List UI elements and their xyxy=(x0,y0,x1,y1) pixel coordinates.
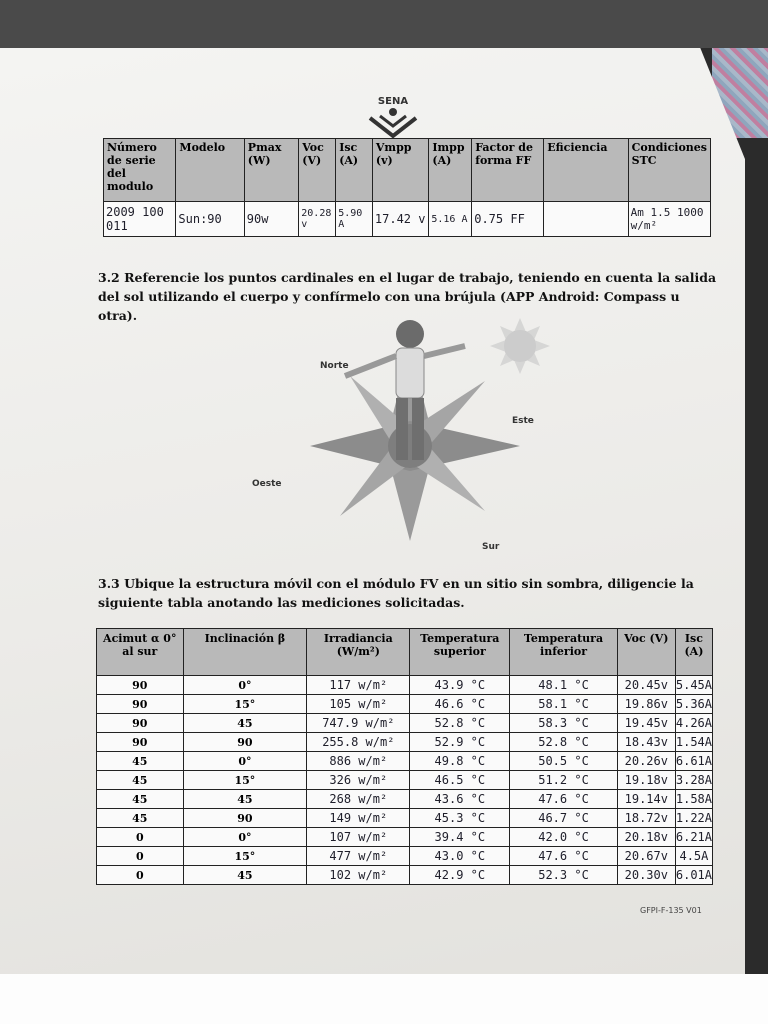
question-3-3: 3.3 Ubique la estructura móvil con el módulo FV en un sitio sin sombra, diligencie la siguiente tabla anotando las mediciones solicitadas. xyxy=(98,576,694,610)
table-cell: 105 w/m² xyxy=(307,695,410,714)
sena-logo xyxy=(364,96,422,140)
table-cell: 19.14v xyxy=(617,790,675,809)
table-cell: 46.7 °C xyxy=(510,809,617,828)
table-cell: 45 xyxy=(183,866,307,885)
table-cell: 43.0 °C xyxy=(410,847,510,866)
pmax-cell: 90w xyxy=(244,202,298,237)
table-header-row xyxy=(104,139,711,202)
table-cell: 90 xyxy=(97,695,184,714)
label-west: Oeste xyxy=(252,479,282,489)
header-cell: Isc (A) xyxy=(675,629,712,676)
header-cell: Condiciones STC xyxy=(628,139,710,202)
table-cell: 42.9 °C xyxy=(410,866,510,885)
table-cell: 0° xyxy=(183,752,307,771)
table-cell: 886 w/m² xyxy=(307,752,410,771)
table-cell: 90 xyxy=(183,809,307,828)
table-cell: 58.3 °C xyxy=(510,714,617,733)
table-row xyxy=(97,695,713,714)
logo-text: SENA xyxy=(377,96,409,107)
table-cell: 18.43v xyxy=(617,733,675,752)
table-cell: 1.22A xyxy=(675,809,712,828)
table-cell: 45 xyxy=(97,790,184,809)
isc-cell: 5.90 A xyxy=(336,202,373,237)
table-cell: 19.86v xyxy=(617,695,675,714)
serial-cell: 2009 100 011 xyxy=(104,202,176,237)
table-row xyxy=(97,790,713,809)
table-cell: 90 xyxy=(97,676,184,695)
table-cell: 0 xyxy=(97,847,184,866)
table-cell: 117 w/m² xyxy=(307,676,410,695)
table-cell: 19.18v xyxy=(617,771,675,790)
table-cell: 52.3 °C xyxy=(510,866,617,885)
table-cell: 102 w/m² xyxy=(307,866,410,885)
table-cell: 39.4 °C xyxy=(410,828,510,847)
label-north: Norte xyxy=(320,361,349,371)
table-cell: 52.8 °C xyxy=(510,733,617,752)
table-cell: 0 xyxy=(97,828,184,847)
question-3-2: 3.2 Referencie los puntos cardinales en el lugar de trabajo, teniendo en cuenta la salida del sol utilizando el cuerpo y confírmelo con una brújula (APP Android: Compass u otra). xyxy=(98,270,717,323)
header-cell: Temperatura superior xyxy=(410,629,510,676)
table-cell: 149 w/m² xyxy=(307,809,410,828)
header-cell: Pmax (W) xyxy=(244,139,298,202)
table-cell: 45 xyxy=(97,809,184,828)
table-cell: 6.01A xyxy=(675,866,712,885)
table-row xyxy=(104,202,711,237)
module-data-table xyxy=(103,138,711,237)
table-cell: 6.21A xyxy=(675,828,712,847)
table-cell: 43.9 °C xyxy=(410,676,510,695)
table-cell: 45.3 °C xyxy=(410,809,510,828)
table-cell: 45 xyxy=(97,752,184,771)
table-cell: 50.5 °C xyxy=(510,752,617,771)
background-top xyxy=(0,0,768,48)
header-cell: Temperatura inferior xyxy=(510,629,617,676)
table-cell: 0 xyxy=(97,866,184,885)
background-bottom xyxy=(0,974,768,1024)
table-cell: 15° xyxy=(183,847,307,866)
efficiency-cell xyxy=(544,202,628,237)
table-cell: 4.5A xyxy=(675,847,712,866)
table-row xyxy=(97,866,713,885)
table-row xyxy=(97,733,713,752)
table-cell: 3.28A xyxy=(675,771,712,790)
table-cell: 477 w/m² xyxy=(307,847,410,866)
table-cell: 51.2 °C xyxy=(510,771,617,790)
table-cell: 45 xyxy=(183,790,307,809)
header-cell: Irradiancia (W/m²) xyxy=(307,629,410,676)
table-row xyxy=(97,809,713,828)
ff-cell: 0.75 FF xyxy=(472,202,544,237)
header-cell: Factor de forma FF xyxy=(472,139,544,202)
table-cell: 90 xyxy=(183,733,307,752)
vmpp-cell: 17.42 v xyxy=(372,202,428,237)
header-cell: Vmpp (v) xyxy=(372,139,428,202)
table-cell: 1.58A xyxy=(675,790,712,809)
compass-figure xyxy=(270,306,570,566)
measurements-table xyxy=(96,628,713,885)
table-cell: 47.6 °C xyxy=(510,847,617,866)
table-cell: 90 xyxy=(97,714,184,733)
voc-cell: 20.28 v xyxy=(299,202,336,237)
table-cell: 18.72v xyxy=(617,809,675,828)
table-cell: 0° xyxy=(183,828,307,847)
label-south: Sur xyxy=(482,542,500,552)
header-cell: Voc (V) xyxy=(617,629,675,676)
label-east: Este xyxy=(512,416,534,426)
table-row xyxy=(97,847,713,866)
table-cell: 20.67v xyxy=(617,847,675,866)
table-cell: 747.9 w/m² xyxy=(307,714,410,733)
header-cell: Modelo xyxy=(176,139,244,202)
table-cell: 20.45v xyxy=(617,676,675,695)
model-cell: Sun:90 xyxy=(176,202,244,237)
header-cell: Impp (A) xyxy=(429,139,472,202)
table-cell: 5.45A xyxy=(675,676,712,695)
table-cell: 326 w/m² xyxy=(307,771,410,790)
header-cell: Voc (V) xyxy=(299,139,336,202)
header-cell: Inclinación β xyxy=(183,629,307,676)
table-cell: 0° xyxy=(183,676,307,695)
table-row xyxy=(97,714,713,733)
table-cell: 15° xyxy=(183,695,307,714)
table-cell: 46.6 °C xyxy=(410,695,510,714)
table-cell: 19.45v xyxy=(617,714,675,733)
table-cell: 52.8 °C xyxy=(410,714,510,733)
table-cell: 42.0 °C xyxy=(510,828,617,847)
measurements-body xyxy=(97,676,713,885)
table-cell: 4.26A xyxy=(675,714,712,733)
table-cell: 47.6 °C xyxy=(510,790,617,809)
table-row xyxy=(97,752,713,771)
table-cell: 255.8 w/m² xyxy=(307,733,410,752)
header-cell: Isc (A) xyxy=(336,139,373,202)
table-row xyxy=(97,828,713,847)
table-cell: 46.5 °C xyxy=(410,771,510,790)
sun-icon xyxy=(490,318,550,374)
table-cell: 268 w/m² xyxy=(307,790,410,809)
table-cell: 48.1 °C xyxy=(510,676,617,695)
table-cell: 52.9 °C xyxy=(410,733,510,752)
table-cell: 45 xyxy=(183,714,307,733)
table-cell: 20.30v xyxy=(617,866,675,885)
impp-cell: 5.16 A xyxy=(429,202,472,237)
table-cell: 6.61A xyxy=(675,752,712,771)
header-cell: Número de serie del modulo xyxy=(104,139,176,202)
table-row xyxy=(97,771,713,790)
table-row xyxy=(97,676,713,695)
table-cell: 90 xyxy=(97,733,184,752)
table-header-row xyxy=(97,629,713,676)
header-cell: Eficiencia xyxy=(544,139,628,202)
table-cell: 15° xyxy=(183,771,307,790)
table-cell: 20.18v xyxy=(617,828,675,847)
table-cell: 5.36A xyxy=(675,695,712,714)
stc-cell: Am 1.5 1000 w/m² xyxy=(628,202,710,237)
table-cell: 43.6 °C xyxy=(410,790,510,809)
sena-logo-icon xyxy=(364,96,422,140)
table-cell: 49.8 °C xyxy=(410,752,510,771)
table-cell: 20.26v xyxy=(617,752,675,771)
form-code: GFPI-F-135 V01 xyxy=(640,906,702,915)
table-cell: 107 w/m² xyxy=(307,828,410,847)
table-cell: 45 xyxy=(97,771,184,790)
header-cell: Acimut α 0° al sur xyxy=(97,629,184,676)
table-cell: 1.54A xyxy=(675,733,712,752)
table-cell: 58.1 °C xyxy=(510,695,617,714)
